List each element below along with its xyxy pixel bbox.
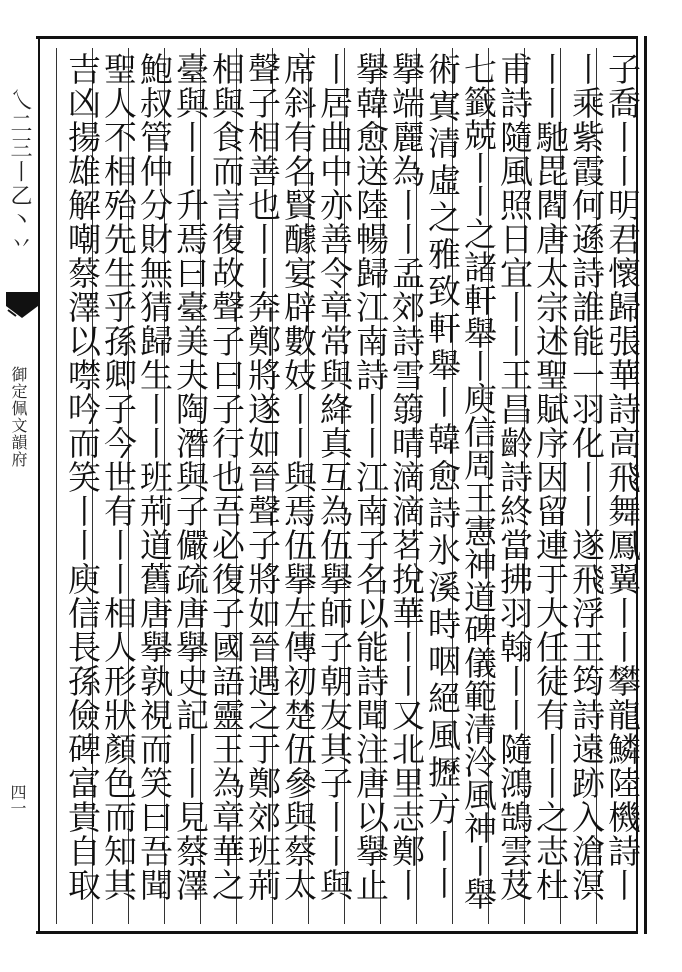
column-text: 相與食而言復故聲子曰子行也吾必復子國語靈王為章華之	[207, 52, 246, 902]
column-text: 臺與丨丨升焉曰臺美夫陶潛與子儼疏唐擧史記丨丨見蔡澤	[171, 52, 210, 902]
column-text: 子喬丨丨明君懷歸張華詩高飛舞鳳翼丨丨攀龍鱗陸機詩丨	[603, 52, 642, 902]
column-text: 聲子相善也丨丨奔鄭將遂如晉聲子將如晉遇之于鄭郊班荊	[243, 52, 282, 902]
column-text: 席斜有名賢醵宴辟數妓丨丨與焉伍擧左傳初楚伍參與蔡太	[279, 52, 318, 902]
column-text: 吉凶揚雄解嘲蔡澤以噤吟而笑丨丨庾信長孫儉碑富貴自取	[63, 52, 102, 902]
column-text: 擧韓愈送陸暢歸江南詩丨丨江南子名以能詩聞注唐以擧止	[351, 52, 390, 902]
fishtail-mark-icon	[6, 292, 38, 318]
spine-book-title: 御定佩文韻府	[9, 366, 28, 468]
column-text: 術寘清虛之雅致軒舉丨韓愈詩氷溪時咽絕風攊方丨丨	[423, 52, 462, 903]
column-text: 聖人不相殆先生乎孫卿子今世有丨丨相人形狀顏色而知其	[99, 52, 138, 902]
column-text: 丨乘紫霞何遜詩誰能一羽化丨丨遂飛浮王筠詩遠跡入滄溟	[567, 52, 606, 902]
column-text: 丨丨馳毘閻唐太宗述聖賦序因留連于大任徒有丨丨之志杜	[531, 52, 570, 902]
column-text: 七籤兢丨丨之諸軒舉丨庾信周王憲神道碑儀範清泠風神丨舉	[459, 52, 498, 910]
spine-page-number: 四一	[8, 784, 27, 816]
column-text: 鮑叔管仲分財無猜歸生丨丨班荊道舊唐擧孰視而笑曰吾聞	[135, 52, 174, 902]
column-text: 甫詩隨風照日宜丨丨王昌齡詩終當拂羽翰丨丨隨鴻鵠雲芨	[495, 52, 534, 902]
column-text: 擧端麗為丨丨孟郊詩雪篛晴滴滴茗挩華丨丨又北里志鄭丨	[387, 52, 426, 902]
spine-gutter	[0, 36, 40, 934]
spine-top-marks: 乀二三丨乙丶丷	[7, 88, 32, 256]
text-column-16	[56, 48, 108, 924]
column-text: 丨居曲中亦善令章常與絳真互為伍擧師子朝友其子丨丨與	[315, 52, 354, 902]
